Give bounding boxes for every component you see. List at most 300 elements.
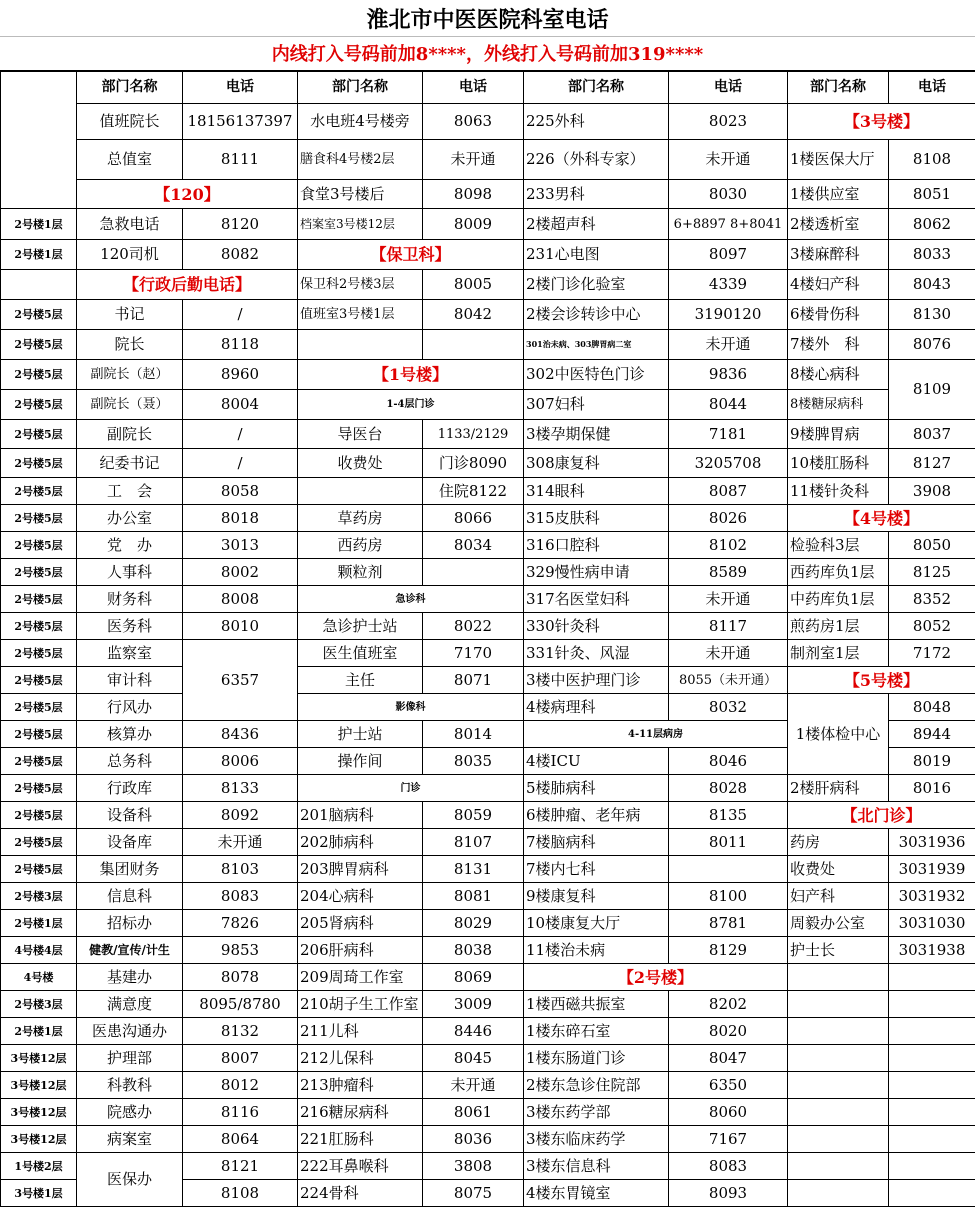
table-row — [1, 883, 975, 910]
dept-cell: 231心电图 — [524, 240, 669, 270]
dept-cell: 11楼治未病 — [524, 937, 669, 964]
phone-cell — [889, 1126, 975, 1153]
phone-cell: 3205708 — [669, 449, 788, 478]
location-cell: 4号楼4层 — [1, 937, 77, 964]
dept-cell: 209周琦工作室 — [298, 964, 423, 991]
dept-cell: 3楼东信息科 — [524, 1153, 669, 1180]
location-cell: 2号楼5层 — [1, 532, 77, 559]
dept-cell: 9楼康复科 — [524, 883, 669, 910]
dept-cell: 307妇科 — [524, 390, 669, 420]
phone-cell: 8069 — [423, 964, 524, 991]
phone-cell: 3190120 — [669, 300, 788, 330]
phone-cell: 8109 — [889, 360, 975, 420]
location-cell: 2号楼5层 — [1, 613, 77, 640]
subsection-label: 急诊科 — [298, 586, 524, 613]
phone-cell: 未开通 — [183, 829, 298, 856]
phone-cell — [889, 1180, 975, 1207]
dept-cell: 203脾胃病科 — [298, 856, 423, 883]
phone-cell: 未开通 — [423, 1072, 524, 1099]
phone-cell: 7167 — [669, 1126, 788, 1153]
phone-cell: 8102 — [669, 532, 788, 559]
location-cell: 2号楼5层 — [1, 586, 77, 613]
phone-cell: 8044 — [669, 390, 788, 420]
phone-cell: / — [183, 449, 298, 478]
dept-cell: 212儿保科 — [298, 1045, 423, 1072]
location-cell: 2号楼3层 — [1, 991, 77, 1018]
phone-cell: 未开通 — [669, 330, 788, 360]
location-cell: 3号楼1层 — [1, 1180, 77, 1207]
phone-cell: 8078 — [183, 964, 298, 991]
dept-cell: 4楼ICU — [524, 748, 669, 775]
location-cell — [1, 72, 77, 209]
phone-cell: 8116 — [183, 1099, 298, 1126]
dept-cell: 2楼东急诊住院部 — [524, 1072, 669, 1099]
phone-cell: 3009 — [423, 991, 524, 1018]
location-cell: 2号楼3层 — [1, 883, 77, 910]
phone-cell: 8042 — [423, 300, 524, 330]
phone-cell: 8046 — [669, 748, 788, 775]
phone-cell: 8045 — [423, 1045, 524, 1072]
phone-cell: 7181 — [669, 420, 788, 449]
dept-cell: 设备库 — [77, 829, 183, 856]
dialing-instructions: 内线打入号码前加8****，外线打入号码前加319**** — [0, 36, 975, 71]
table-row — [1, 694, 975, 721]
dept-cell: 8楼心病科 — [788, 360, 889, 390]
phone-cell: 8022 — [423, 613, 524, 640]
table-row — [1, 856, 975, 883]
dept-cell: 224骨科 — [298, 1180, 423, 1207]
table-row — [1, 1045, 975, 1072]
dept-cell: 操作间 — [298, 748, 423, 775]
dept-cell: 6楼肿瘤、老年病 — [524, 802, 669, 829]
phone-cell: / — [183, 300, 298, 330]
phone-cell: 8083 — [183, 883, 298, 910]
dept-cell — [788, 1045, 889, 1072]
location-cell: 2号楼5层 — [1, 505, 77, 532]
phone-cell: 8944 — [889, 721, 975, 748]
location-cell: 4号楼 — [1, 964, 77, 991]
dept-cell: 1楼西磁共振室 — [524, 991, 669, 1018]
dept-cell: 8楼糖尿病科 — [788, 390, 889, 420]
dept-cell: 201脑病科 — [298, 802, 423, 829]
phone-cell — [889, 1045, 975, 1072]
phone-cell: 8130 — [889, 300, 975, 330]
table-row — [1, 104, 975, 140]
phone-cell: 未开通 — [669, 140, 788, 180]
phone-cell: 3031939 — [889, 856, 975, 883]
dept-cell: 3楼孕期保健 — [524, 420, 669, 449]
table-row — [1, 910, 975, 937]
table-row — [1, 964, 975, 991]
phone-cell: 8051 — [889, 180, 975, 209]
location-cell: 2号楼1层 — [1, 240, 77, 270]
dept-cell: 草药房 — [298, 505, 423, 532]
phone-cell: 8075 — [423, 1180, 524, 1207]
dept-cell: 西药库负1层 — [788, 559, 889, 586]
dept-cell: 7楼外 科 — [788, 330, 889, 360]
phone-cell: 8020 — [669, 1018, 788, 1045]
phone-cell: 未开通 — [669, 640, 788, 667]
phone-cell: 8127 — [889, 449, 975, 478]
header-phone: 电话 — [423, 72, 524, 104]
dept-cell: 党 办 — [77, 532, 183, 559]
phone-cell: 8120 — [183, 209, 298, 240]
phone-cell: 8048 — [889, 694, 975, 721]
dept-cell: 315皮肤科 — [524, 505, 669, 532]
phone-cell: 8135 — [669, 802, 788, 829]
table-row — [1, 1072, 975, 1099]
phone-cell: 8076 — [889, 330, 975, 360]
phone-cell: 8014 — [423, 721, 524, 748]
phone-cell: 8097 — [669, 240, 788, 270]
location-cell: 1号楼2层 — [1, 1153, 77, 1180]
dept-cell: 基建办 — [77, 964, 183, 991]
dept-cell: 满意度 — [77, 991, 183, 1018]
dept-cell: 205肾病科 — [298, 910, 423, 937]
dept-cell: 健教/宣传/计生 — [77, 937, 183, 964]
dept-cell: 1楼医保大厅 — [788, 140, 889, 180]
phone-cell: 8018 — [183, 505, 298, 532]
location-cell: 2号楼5层 — [1, 449, 77, 478]
phone-cell: 8038 — [423, 937, 524, 964]
table-row — [1, 802, 975, 829]
subsection-label: 影像科 — [298, 694, 524, 721]
phone-cell: 9853 — [183, 937, 298, 964]
dept-cell: 药房 — [788, 829, 889, 856]
location-cell: 2号楼5层 — [1, 478, 77, 505]
phone-cell: 8960 — [183, 360, 298, 390]
dept-cell — [788, 991, 889, 1018]
dept-cell: 1楼体检中心 — [788, 694, 889, 775]
dept-cell: 医生值班室 — [298, 640, 423, 667]
phone-cell: 7172 — [889, 640, 975, 667]
dept-cell: 226（外科专家） — [524, 140, 669, 180]
header-dept: 部门名称 — [298, 72, 423, 104]
table-row — [1, 532, 975, 559]
phone-cell: 7826 — [183, 910, 298, 937]
dept-cell: 202肺病科 — [298, 829, 423, 856]
phone-table — [0, 71, 975, 1207]
dept-cell: 病案室 — [77, 1126, 183, 1153]
dept-cell: 2楼会诊转诊中心 — [524, 300, 669, 330]
dept-cell: 护士长 — [788, 937, 889, 964]
dept-cell: 信息科 — [77, 883, 183, 910]
dept-cell: 膳食科4号楼2层 — [298, 140, 423, 180]
phone-cell — [889, 1153, 975, 1180]
dept-cell: 值班室3号楼1层 — [298, 300, 423, 330]
dept-cell: 317名医堂妇科 — [524, 586, 669, 613]
phone-cell: 8052 — [889, 613, 975, 640]
dept-cell: 7楼内七科 — [524, 856, 669, 883]
dept-cell: 收费处 — [298, 449, 423, 478]
phone-cell: 8083 — [669, 1153, 788, 1180]
section-building-1: 【1号楼】 — [298, 360, 524, 390]
phone-cell — [889, 991, 975, 1018]
dept-cell: 总务科 — [77, 748, 183, 775]
dept-cell: 3楼东临床药学 — [524, 1126, 669, 1153]
phone-cell: 住院8122 — [423, 478, 524, 505]
dept-cell — [788, 1126, 889, 1153]
table-row — [1, 209, 975, 240]
dept-cell: 副院长 — [77, 420, 183, 449]
dept-cell: 监察室 — [77, 640, 183, 667]
phone-cell: 8081 — [423, 883, 524, 910]
table-row — [1, 330, 975, 360]
dept-cell: 330针灸科 — [524, 613, 669, 640]
phone-cell: 8589 — [669, 559, 788, 586]
dept-cell: 核算办 — [77, 721, 183, 748]
location-cell: 2号楼5层 — [1, 802, 77, 829]
location-cell: 2号楼5层 — [1, 300, 77, 330]
dept-cell: 检验科3层 — [788, 532, 889, 559]
phone-cell: 8023 — [669, 104, 788, 140]
phone-cell: 6350 — [669, 1072, 788, 1099]
dept-cell: 10楼肛肠科 — [788, 449, 889, 478]
phone-cell: 8108 — [183, 1180, 298, 1207]
table-row — [1, 72, 975, 104]
dept-cell: 院长 — [77, 330, 183, 360]
phone-cell: 8043 — [889, 270, 975, 300]
dept-cell: 211儿科 — [298, 1018, 423, 1045]
phone-cell: 8132 — [183, 1018, 298, 1045]
table-row — [1, 640, 975, 667]
table-row — [1, 1099, 975, 1126]
table-row — [1, 390, 975, 420]
dept-cell: 2楼肝病科 — [788, 775, 889, 802]
dept-cell: 制剂室1层 — [788, 640, 889, 667]
phone-cell: 8007 — [183, 1045, 298, 1072]
phone-cell: 8781 — [669, 910, 788, 937]
phone-cell: 7170 — [423, 640, 524, 667]
phone-cell — [889, 1099, 975, 1126]
dept-cell: 集团财务 — [77, 856, 183, 883]
location-cell: 2号楼5层 — [1, 559, 77, 586]
dept-cell: 329慢性病申请 — [524, 559, 669, 586]
dept-cell: 周毅办公室 — [788, 910, 889, 937]
phone-cell: 8033 — [889, 240, 975, 270]
table-row — [1, 586, 975, 613]
location-cell: 2号楼5层 — [1, 390, 77, 420]
phone-cell: 8121 — [183, 1153, 298, 1180]
phone-cell: 8082 — [183, 240, 298, 270]
dept-cell: 4楼病理科 — [524, 694, 669, 721]
table-row — [1, 140, 975, 180]
phone-cell — [423, 330, 524, 360]
dept-cell: 医务科 — [77, 613, 183, 640]
phone-cell: 8005 — [423, 270, 524, 300]
table-row — [1, 180, 975, 209]
phone-cell: 8098 — [423, 180, 524, 209]
dept-cell: 颗粒剂 — [298, 559, 423, 586]
phone-cell: 8059 — [423, 802, 524, 829]
dept-cell: 医保办 — [77, 1153, 183, 1207]
dept-cell: 1楼东碎石室 — [524, 1018, 669, 1045]
dept-cell: 保卫科2号楼3层 — [298, 270, 423, 300]
dept-cell: 收费处 — [788, 856, 889, 883]
table-row — [1, 478, 975, 505]
phone-cell: 8009 — [423, 209, 524, 240]
dept-cell: 204心病科 — [298, 883, 423, 910]
phone-cell: 3013 — [183, 532, 298, 559]
phone-cell: 6+8897 8+8041 — [669, 209, 788, 240]
dept-cell: 财务科 — [77, 586, 183, 613]
phone-cell: 3908 — [889, 478, 975, 505]
dept-cell: 护士站 — [298, 721, 423, 748]
dept-cell: 10楼康复大厅 — [524, 910, 669, 937]
table-row — [1, 667, 975, 694]
phone-cell: 8037 — [889, 420, 975, 449]
phone-cell: 8060 — [669, 1099, 788, 1126]
table-row — [1, 300, 975, 330]
header-dept: 部门名称 — [77, 72, 183, 104]
location-cell: 2号楼5层 — [1, 420, 77, 449]
dept-cell: 审计科 — [77, 667, 183, 694]
phone-cell: 8202 — [669, 991, 788, 1018]
phone-cell: 8063 — [423, 104, 524, 140]
phone-cell: 8446 — [423, 1018, 524, 1045]
location-cell: 3号楼12层 — [1, 1099, 77, 1126]
phone-cell: 8032 — [669, 694, 788, 721]
phone-cell: 6357 — [183, 640, 298, 721]
section-admin: 【行政后勤电话】 — [77, 270, 298, 300]
phone-cell: 3031938 — [889, 937, 975, 964]
phone-cell: 未开通 — [669, 586, 788, 613]
phone-cell: 8093 — [669, 1180, 788, 1207]
dept-cell: 人事科 — [77, 559, 183, 586]
phone-cell: 8035 — [423, 748, 524, 775]
section-building-5: 【5号楼】 — [788, 667, 975, 694]
phone-cell: 8129 — [669, 937, 788, 964]
dept-cell: 4楼东胃镜室 — [524, 1180, 669, 1207]
dept-cell: 院感办 — [77, 1099, 183, 1126]
phone-cell — [669, 856, 788, 883]
phone-cell: 8061 — [423, 1099, 524, 1126]
dept-cell — [298, 478, 423, 505]
subsection-label: 4-11层病房 — [524, 721, 788, 748]
phone-cell: 8012 — [183, 1072, 298, 1099]
dept-cell: 316口腔科 — [524, 532, 669, 559]
location-cell: 2号楼1层 — [1, 209, 77, 240]
dept-cell: 行风办 — [77, 694, 183, 721]
location-cell: 2号楼5层 — [1, 748, 77, 775]
phone-cell: 8125 — [889, 559, 975, 586]
phone-cell: 8092 — [183, 802, 298, 829]
phone-cell: 8004 — [183, 390, 298, 420]
dept-cell: 314眼科 — [524, 478, 669, 505]
dept-cell: 5楼肺病科 — [524, 775, 669, 802]
dept-cell: 2楼门诊化验室 — [524, 270, 669, 300]
dept-cell: 1楼东肠道门诊 — [524, 1045, 669, 1072]
dept-cell — [788, 1099, 889, 1126]
phone-cell: 8111 — [183, 140, 298, 180]
phone-cell: / — [183, 420, 298, 449]
dept-cell — [788, 964, 889, 991]
dept-cell: 221肛肠科 — [298, 1126, 423, 1153]
phone-cell: 8010 — [183, 613, 298, 640]
table-row — [1, 360, 975, 390]
phone-cell: 8002 — [183, 559, 298, 586]
section-north-clinic: 【北门诊】 — [788, 802, 975, 829]
dept-cell: 设备科 — [77, 802, 183, 829]
phone-cell: 8131 — [423, 856, 524, 883]
dept-cell: 主任 — [298, 667, 423, 694]
dept-cell: 护理部 — [77, 1045, 183, 1072]
subsection-label: 1-4层门诊 — [298, 390, 524, 420]
header-dept: 部门名称 — [788, 72, 889, 104]
dept-cell: 301治未病、303脾胃病二室 — [524, 330, 669, 360]
phone-cell: 8029 — [423, 910, 524, 937]
dept-cell: 233男科 — [524, 180, 669, 209]
table-row — [1, 775, 975, 802]
dept-cell: 副院长（聂） — [77, 390, 183, 420]
dept-cell: 9楼脾胃病 — [788, 420, 889, 449]
dept-cell: 值班院长 — [77, 104, 183, 140]
dept-cell: 120司机 — [77, 240, 183, 270]
dept-cell: 225外科 — [524, 104, 669, 140]
location-cell: 2号楼5层 — [1, 721, 77, 748]
header-phone: 电话 — [183, 72, 298, 104]
dept-cell: 7楼脑病科 — [524, 829, 669, 856]
dept-cell: 222耳鼻喉科 — [298, 1153, 423, 1180]
dept-cell: 档案室3号楼12层 — [298, 209, 423, 240]
phone-cell: 8107 — [423, 829, 524, 856]
dept-cell: 行政库 — [77, 775, 183, 802]
location-cell: 3号楼12层 — [1, 1126, 77, 1153]
phone-cell: 8133 — [183, 775, 298, 802]
dept-cell: 工 会 — [77, 478, 183, 505]
dept-cell — [788, 1180, 889, 1207]
phone-cell — [889, 1072, 975, 1099]
header-phone: 电话 — [889, 72, 975, 104]
dept-cell — [788, 1018, 889, 1045]
location-cell: 2号楼5层 — [1, 667, 77, 694]
phone-cell: 1133/2129 — [423, 420, 524, 449]
dept-cell: 中药库负1层 — [788, 586, 889, 613]
phone-cell: 8117 — [669, 613, 788, 640]
table-row — [1, 270, 975, 300]
dept-cell: 科教科 — [77, 1072, 183, 1099]
dept-cell: 2楼透析室 — [788, 209, 889, 240]
phone-cell — [423, 559, 524, 586]
phone-cell: 8026 — [669, 505, 788, 532]
table-row — [1, 449, 975, 478]
location-cell: 2号楼5层 — [1, 694, 77, 721]
dept-cell: 3楼麻醉科 — [788, 240, 889, 270]
phone-cell: 8050 — [889, 532, 975, 559]
dept-cell — [788, 1153, 889, 1180]
phone-cell: 3808 — [423, 1153, 524, 1180]
section-120: 【120】 — [77, 180, 298, 209]
phone-cell: 4339 — [669, 270, 788, 300]
phone-cell: 8047 — [669, 1045, 788, 1072]
table-row — [1, 829, 975, 856]
dept-cell: 副院长（赵） — [77, 360, 183, 390]
phone-cell: 8064 — [183, 1126, 298, 1153]
phone-cell: 8118 — [183, 330, 298, 360]
section-building-4: 【4号楼】 — [788, 505, 975, 532]
dept-cell: 3楼中医护理门诊 — [524, 667, 669, 694]
location-cell: 2号楼1层 — [1, 1018, 77, 1045]
dept-cell: 331针灸、风湿 — [524, 640, 669, 667]
dept-cell: 导医台 — [298, 420, 423, 449]
dept-cell: 213肿瘤科 — [298, 1072, 423, 1099]
phone-cell: 8095/8780 — [183, 991, 298, 1018]
phone-cell: 3031030 — [889, 910, 975, 937]
header-dept: 部门名称 — [524, 72, 669, 104]
dept-cell: 急诊护士站 — [298, 613, 423, 640]
phone-cell: 8352 — [889, 586, 975, 613]
dept-cell: 2楼超声科 — [524, 209, 669, 240]
